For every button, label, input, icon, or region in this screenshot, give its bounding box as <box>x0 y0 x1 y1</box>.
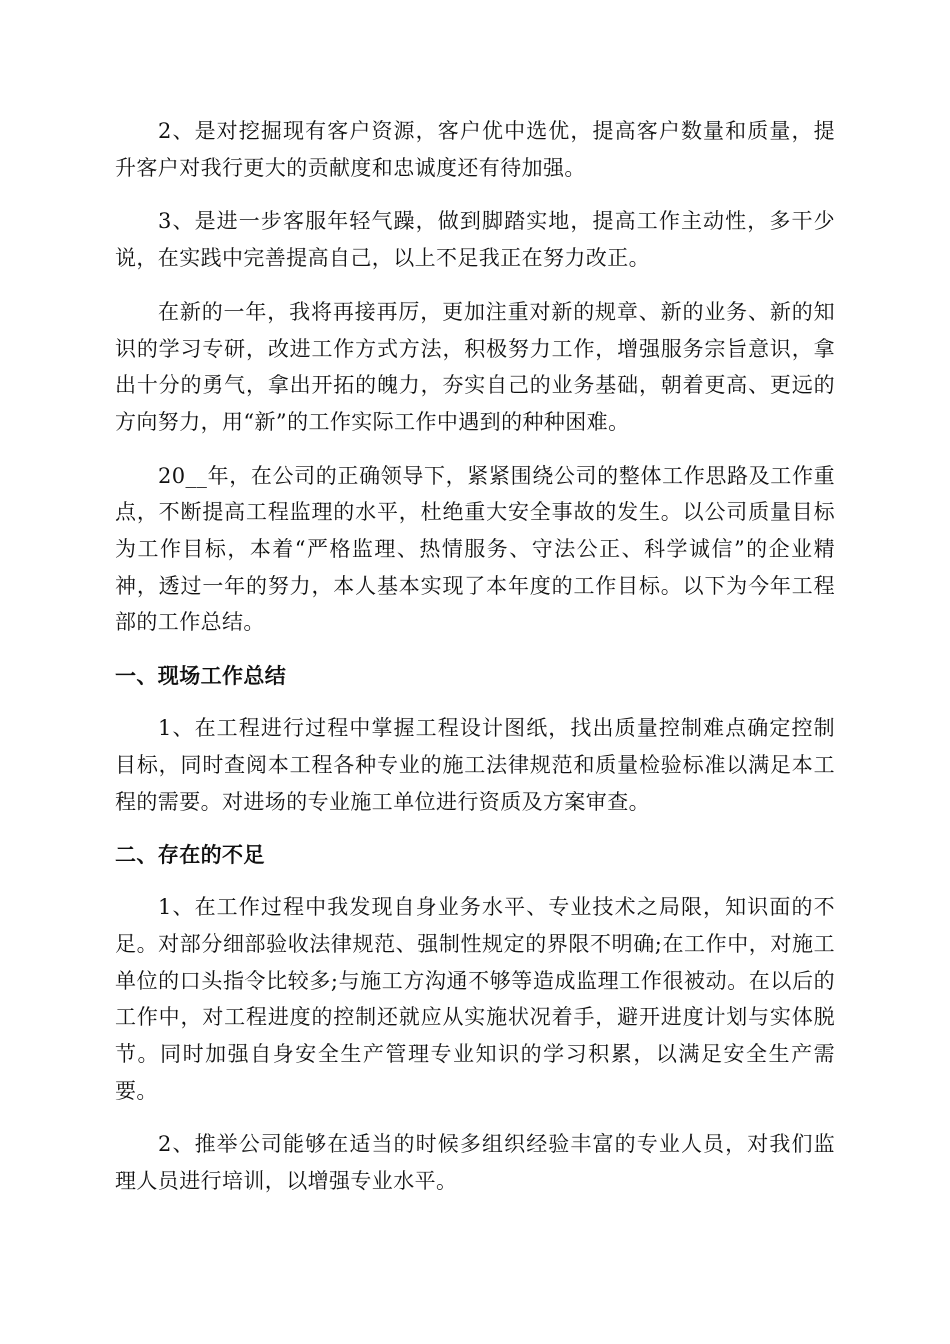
paragraph-shortcoming-item-2: 2、推举公司能够在适当的时候多组织经验丰富的专业人员，对我们监理人员进行培训，以增强专业水平。 <box>115 1132 835 1194</box>
section-heading-shortcomings: 二、存在的不足 <box>115 843 265 868</box>
section-heading-site-work: 一、现场工作总结 <box>115 664 287 689</box>
document-page <box>115 113 835 1217</box>
paragraph-site-work-item-1: 1、在工程进行过程中掌握工程设计图纸，找出质量控制难点确定控制目标，同时查阅本工程各种专业的施工法律规范和质量检验标准以满足本工程的需要。对进场的专业施工单位进行资质及方案审查。 <box>115 716 835 814</box>
paragraph-customer-resources: 2、是对挖掘现有客户资源，客户优中选优，提高客户数量和质量，提升客户对我行更大的贡献度和忠诚度还有待加强。 <box>115 119 835 180</box>
paragraph-shortcoming-item-1: 1、在工作过程中我发现自身业务水平、专业技术之局限，知识面的不足。对部分细部验收法律规范、强制性规定的界限不明确;在工作中，对施工单位的口头指令比较多;与施工方沟通不够等造成监理工作很被动。在以后的工作中，对工程进度的控制还就应从实施状况着手，避开进度计划与实体脱节。同时加强自身安全生产管理专业知识的学习积累，以满足安全生产需要。 <box>115 895 835 1103</box>
paragraph-new-year-plan: 在新的一年，我将再接再厉，更加注重对新的规章、新的业务、新的知识的学习专研，改进工作方式方法，积极努力工作，增强服务宗旨意识，拿出十分的勇气，拿出开拓的魄力，夯实自己的业务基础，朝着更高、更远的方向努力，用“新”的工作实际工作中遇到的种种困难。 <box>115 299 835 434</box>
paragraph-work-attitude: 3、是进一步客服年轻气躁，做到脚踏实地，提高工作主动性，多干少说，在实践中完善提高自己，以上不足我正在努力改正。 <box>115 209 835 271</box>
paragraph-annual-summary-intro: 20__年，在公司的正确领导下，紧紧围绕公司的整体工作思路及工作重点，不断提高工程监理的水平，杜绝重大安全事故的发生。以公司质量目标为工作目标，本着“严格监理、热情服务、守法公正、科学诚信”的企业精神，透过一年的努力，本人基本实现了本年度的工作目标。以下为今年工程部的工作总结。 <box>115 463 835 635</box>
